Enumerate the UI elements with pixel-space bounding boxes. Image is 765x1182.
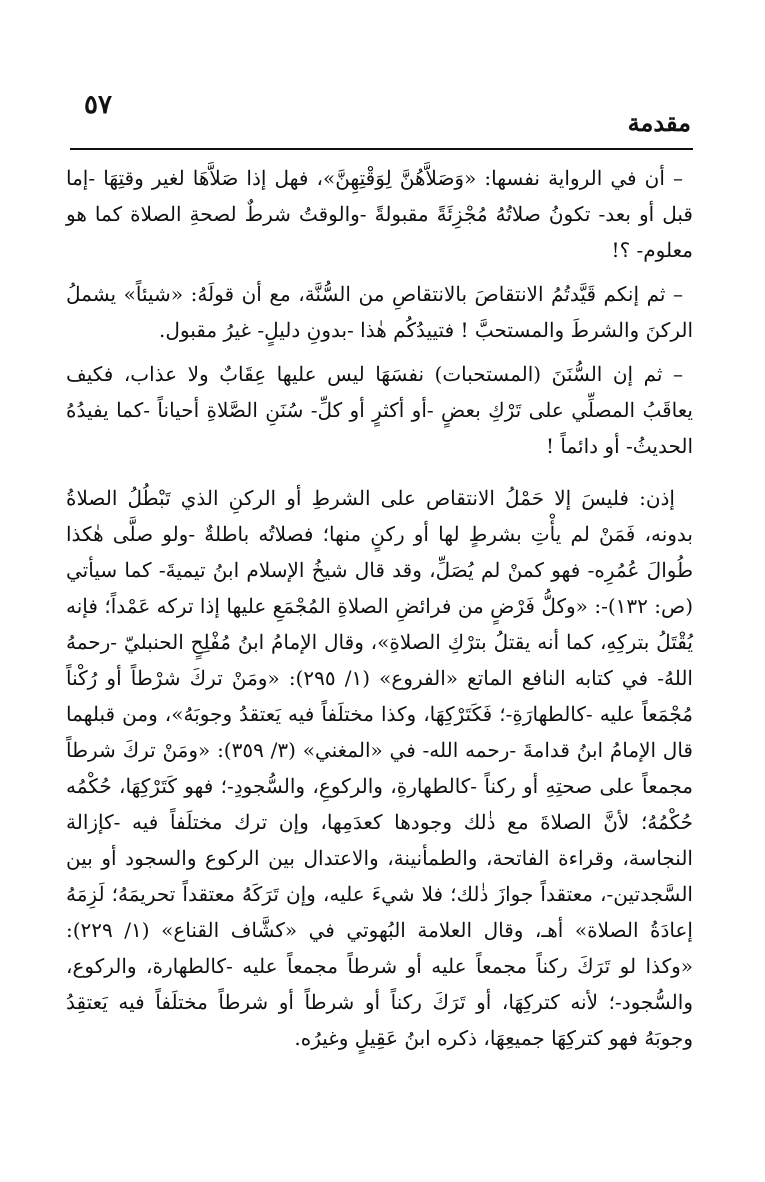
running-head-title: مقدمة — [627, 108, 691, 137]
paragraph-3: – ثم إن السُّنَنَ (المستحبات) نفسَهَا ليس عليها عِقَابٌ ولا عذاب، فكيف يعاقَبُ المصلِّي على تَرْكِ بعضٍ -أو أكثرٍ أو كلِّ- سُنَنِ الصَّلاةِ أحياناً -كما يفيدُهُ الحديثُ- أو دائماً ! — [66, 362, 693, 458]
body-text — [66, 160, 693, 1056]
page-number: ٥٧ — [84, 90, 112, 120]
header-rule — [70, 148, 693, 150]
paragraph-2: – ثم إنكم قَيَّدتُمُ الانتقاصَ بالانتقاصِ من السُّنَّة، مع أن قولَهُ: «شيئاً» يشملُ الركنَ والشرطَ والمستحبَّ ! فتييدُكُم هٰذا -بدونِ دليلٍ- غيرُ مقبول. — [66, 282, 693, 342]
paragraph-4: إذن: فليسَ إلا حَمْلُ الانتقاص على الشرطِ أو الركنِ الذي تَبْطُلُ الصلاةُ بدونه، فَمَنْ لم يأْتِ بشرطٍ لها أو ركنٍ منها؛ فصلاتُه باطلةٌ -ولو صلَّى هٰكذا طُوالَ عُمُرِه- فهو كمنْ لم يُصَلِّ، وقد قال شيخُ الإسلام ابنُ تيميةَ- كما سيأتي (ص: ١٣٢)-: «وكلُّ فَرْضٍ من فرائضِ الصلاةِ المُجْمَعِ عليها إذا تركه عَمْداً؛ فإنه يُقْتَلُ بتركِهِ، كما أنه يقتلُ بترْكِ الصلاةِ»، وقال الإمامُ ابنُ مُفْلِحٍ الحنبليّ -رحمهُ اللهُ- في كتابه النافع الماتع «الفروع» (١/ ٢٩٥): «ومَنْ تركَ شرْطاً أو رُكْناً مُجْمَعاً عليه -كالطهارَةِ-؛ فَكَتَرْكِهَا، وكذا مختلَفاً فيه يَعتقدُ وجوبَهُ»، ومن قبلهما قال الإمامُ ابنُ قدامةَ -رحمه الله- في «المغني» (٣/ ٣٥٩): «ومَنْ تركَ شرطاً مجمعاً على صحتِهِ أو ركناً -كالطهارةِ، والركوعِ، والسُّجودِ-؛ فهو كَتَرْكِهَا، حُكْمُه حُكْمُهُ؛ لأنَّ الصلاةَ مع ذٰلك وجودها كعدَمِها، وإن ترك مختلَفاً فيه -كإزالة النجاسة، وقراءة الفاتحة، والطمأنينة، والاعتدال بين الركوع والسجود أو بين السَّجدتين-، معتقداً جوازَ ذٰلك؛ فلا شيءَ عليه، وإن تَرَكَهُ معتقداً تحريمَهُ؛ لَزِمَهُ إعادَةُ الصلاة» أهـ، وقال العلامة البُهوتي في «كشَّاف القناع» (١/ ٢٢٩): «وكذا لو تَرَكَ ركناً مجمعاً عليه أو شرطاً مجمعاً عليه -كالطهارة، والركوع، والسُّجود-؛ لأنه كتركِهَا، أو تَرَكَ ركناً أو شرطاً أو شرطاً مختلَفاً فيه يَعتقِدُ وجوبَهُ فهو كتركِهَا جميعِهَا، ذكره ابنُ عَقِيلٍ وغيرُه. — [66, 486, 694, 1050]
paragraph-1: – أن في الرواية نفسها: «وَصَلاَّهُنَّ لِوَقْتِهِنَّ»، فهل إذا صَلاَّهَا لغير وقتِهَا -إما قبل أو بعد- تكونُ صلاتُهُ مُجْزِئَةً مقبولةً -والوقتُ شرطٌ لصحةِ الصلاة كما هو معلوم- ؟! — [66, 166, 693, 262]
